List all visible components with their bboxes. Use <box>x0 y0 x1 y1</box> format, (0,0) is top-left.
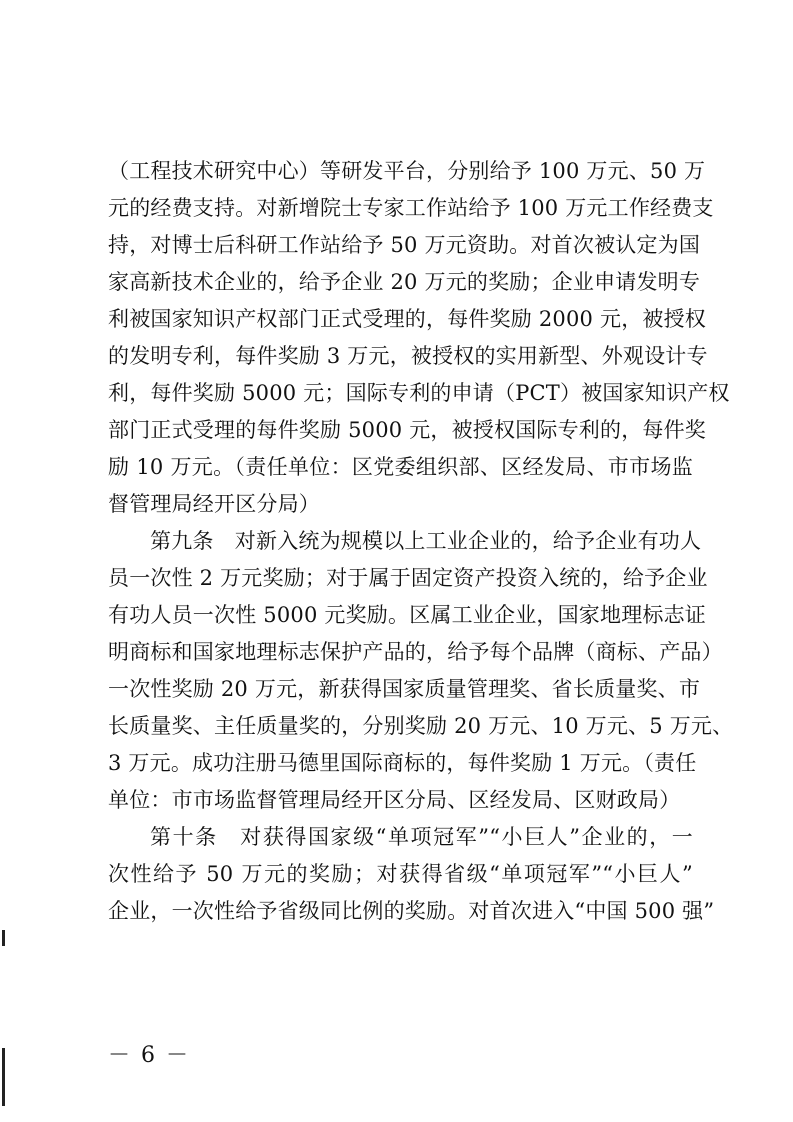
text-line: 元的经费支持。对新增院士专家工作站给予 100 万元工作经费支 <box>108 196 714 220</box>
document-body <box>108 153 734 930</box>
text-line: 长质量奖、主任质量奖的，分别奖励 20 万元、10 万元、5 万元、 <box>108 714 734 738</box>
page-number: － 6 － <box>108 1043 190 1068</box>
text-line: 的发明专利，每件奖励 3 万元，被授权的实用新型、外观设计专 <box>108 344 708 368</box>
text-line: 利，每件奖励 5000 元；国际专利的申请（PCT）被国家知识产权 <box>108 381 730 405</box>
text-line: 3 万元。成功注册马德里国际商标的，每件奖励 1 万元。（责任 <box>108 751 697 775</box>
text-line: 一次性奖励 20 万元，新获得国家质量管理奖、省长质量奖、市 <box>108 677 701 701</box>
text-line: 企业，一次性给予省级同比例的奖励。对首次进入“中国 500 强” <box>108 899 715 923</box>
text-line: 持，对博士后科研工作站给予 50 万元资助。对首次被认定为国 <box>108 233 701 257</box>
text-line: 第九条 对新入统为规模以上工业企业的，给予企业有功人 <box>150 529 702 553</box>
text-line: 家高新技术企业的，给予企业 20 万元的奖励；企业申请发明专 <box>108 270 701 294</box>
text-line: 第十条 对获得国家级“单项冠军”“小巨人”企业的，一 <box>150 825 693 849</box>
text-line: 部门正式受理的每件奖励 5000 元，被授权国际专利的，每件奖 <box>108 418 706 442</box>
paragraph-1 <box>108 153 730 523</box>
text-line: 次性给予 50 万元的奖励；对获得省级“单项冠军”“小巨人” <box>108 862 693 886</box>
text-line: 励 10 万元。（责任单位：区党委组织部、区经发局、市市场监 <box>108 455 693 479</box>
article-9-paragraph <box>108 523 734 819</box>
scan-edge-mark <box>2 1048 5 1106</box>
scan-edge-mark <box>2 930 5 946</box>
text-line: 单位：市市场监督管理局经开区分局、区经发局、区财政局） <box>108 788 681 812</box>
article-10-paragraph <box>108 819 715 930</box>
text-line: （工程技术研究中心）等研发平台，分别给予 100 万元、50 万 <box>108 159 706 183</box>
text-line: 员一次性 2 万元奖励；对于属于固定资产投资入统的，给予企业 <box>108 566 708 590</box>
text-line: 明商标和国家地理标志保护产品的，给予每个品牌（商标、产品） <box>108 640 723 664</box>
text-line: 有功人员一次性 5000 元奖励。区属工业企业，国家地理标志证 <box>108 603 706 627</box>
text-line: 督管理局经开区分局） <box>108 492 320 516</box>
text-line: 利被国家知识产权部门正式受理的，每件奖励 2000 元，被授权 <box>108 307 706 331</box>
